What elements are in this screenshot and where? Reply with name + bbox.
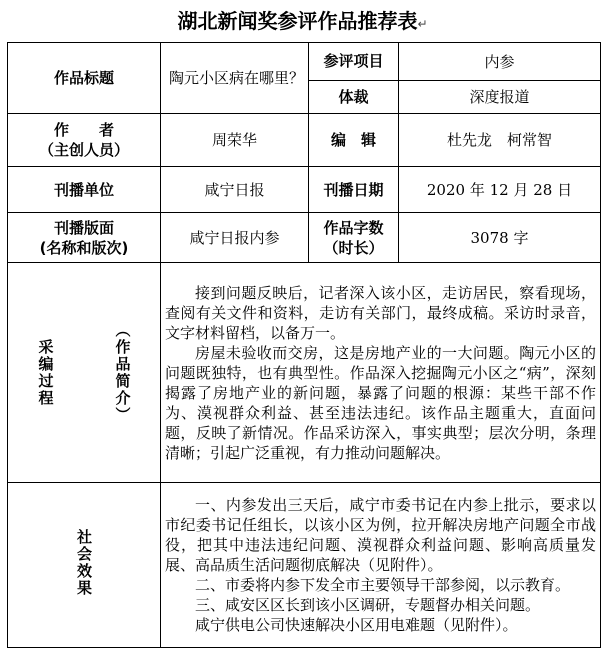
edition-label-line1: 刊播版面	[53, 218, 114, 237]
process-label-sub: （作品简介）	[113, 321, 132, 424]
recommendation-form	[7, 42, 601, 648]
process-content	[161, 263, 601, 483]
date-value: 2020 年 12 月 28 日	[399, 167, 601, 213]
title-text: 湖北新闻奖参评作品推荐表	[177, 9, 418, 33]
process-paragraph-2: 房屋未验收而交房，这是房地产业的一大问题。陶元小区的问题既独特，也有典型性。作品深入挖掘陶元小区之“病”，深刻揭露了房地产业的新问题，暴露了问题的根源：某些干部不作为、漠视群众利益、甚至违法违纪。该作品主题重大，直面问题，反映了新情况。作品采访深入，事实典型；层次分明，条理清晰；引起广泛重视，有力推动问题解决。	[165, 343, 596, 462]
author-value: 周荣华	[161, 114, 309, 167]
effect-paragraph-1: 一、内参发出三天后，咸宁市委书记在内参上批示，要求以市纪委书记任组长，以该小区为例，拉开解决房地产问题全市战役，把其中违法违纪问题、漠视群众利益问题、影响高质量发展、高品质生活问题彻底解决（见附件）。	[165, 496, 596, 574]
effect-paragraph-4: 咸宁供电公司快速解决小区用电难题（见附件）。	[195, 616, 518, 634]
publisher-value: 咸宁日报	[161, 167, 309, 213]
author-label	[8, 114, 161, 167]
publisher-label: 刊播单位	[8, 167, 161, 213]
author-label-line2: （主创人员）	[38, 141, 129, 159]
effect-paragraph-3: 三、咸安区区长到该小区调研，专题督办相关问题。	[195, 596, 541, 614]
author-label-line1: 作 者	[53, 121, 114, 139]
edition-label	[8, 213, 161, 263]
editor-label: 编 辑	[309, 114, 399, 167]
genre-label: 体裁	[309, 81, 399, 114]
process-label-main: 采编过程	[36, 338, 55, 407]
date-label: 刊播日期	[309, 167, 399, 213]
edition-value: 咸宁日报内参	[161, 213, 309, 263]
wordcount-label	[309, 213, 399, 263]
paragraph-mark-icon: ↵	[417, 17, 428, 31]
effect-label-text: 社会效果	[75, 528, 93, 597]
edition-label-line2: (名称和版次)	[39, 238, 129, 257]
category-label: 参评项目	[309, 43, 399, 81]
genre-value: 深度报道	[399, 81, 601, 114]
wordcount-label-line2: （时长）	[323, 238, 384, 257]
process-paragraph-1: 接到问题反映后，记者深入该小区，走访居民，察看现场，查阅有关文件和资料，走访有关部门，最终成稿。采访时录音，文字材料留档，以备万一。	[165, 283, 596, 342]
work-title-value: 陶元小区病在哪里？	[161, 43, 309, 114]
effect-content	[161, 483, 601, 648]
effect-label	[8, 483, 161, 648]
wordcount-label-line1: 作品字数	[323, 218, 384, 237]
page-title	[0, 4, 605, 38]
wordcount-value: 3078 字	[399, 213, 601, 263]
work-title-label: 作品标题	[8, 43, 161, 114]
effect-paragraph-2: 二、市委将内参下发全市主要领导干部参阅，以示教育。	[195, 576, 571, 594]
process-label	[8, 263, 161, 483]
editor-value: 杜先龙 柯常智	[399, 114, 601, 167]
category-value: 内参	[399, 43, 601, 81]
